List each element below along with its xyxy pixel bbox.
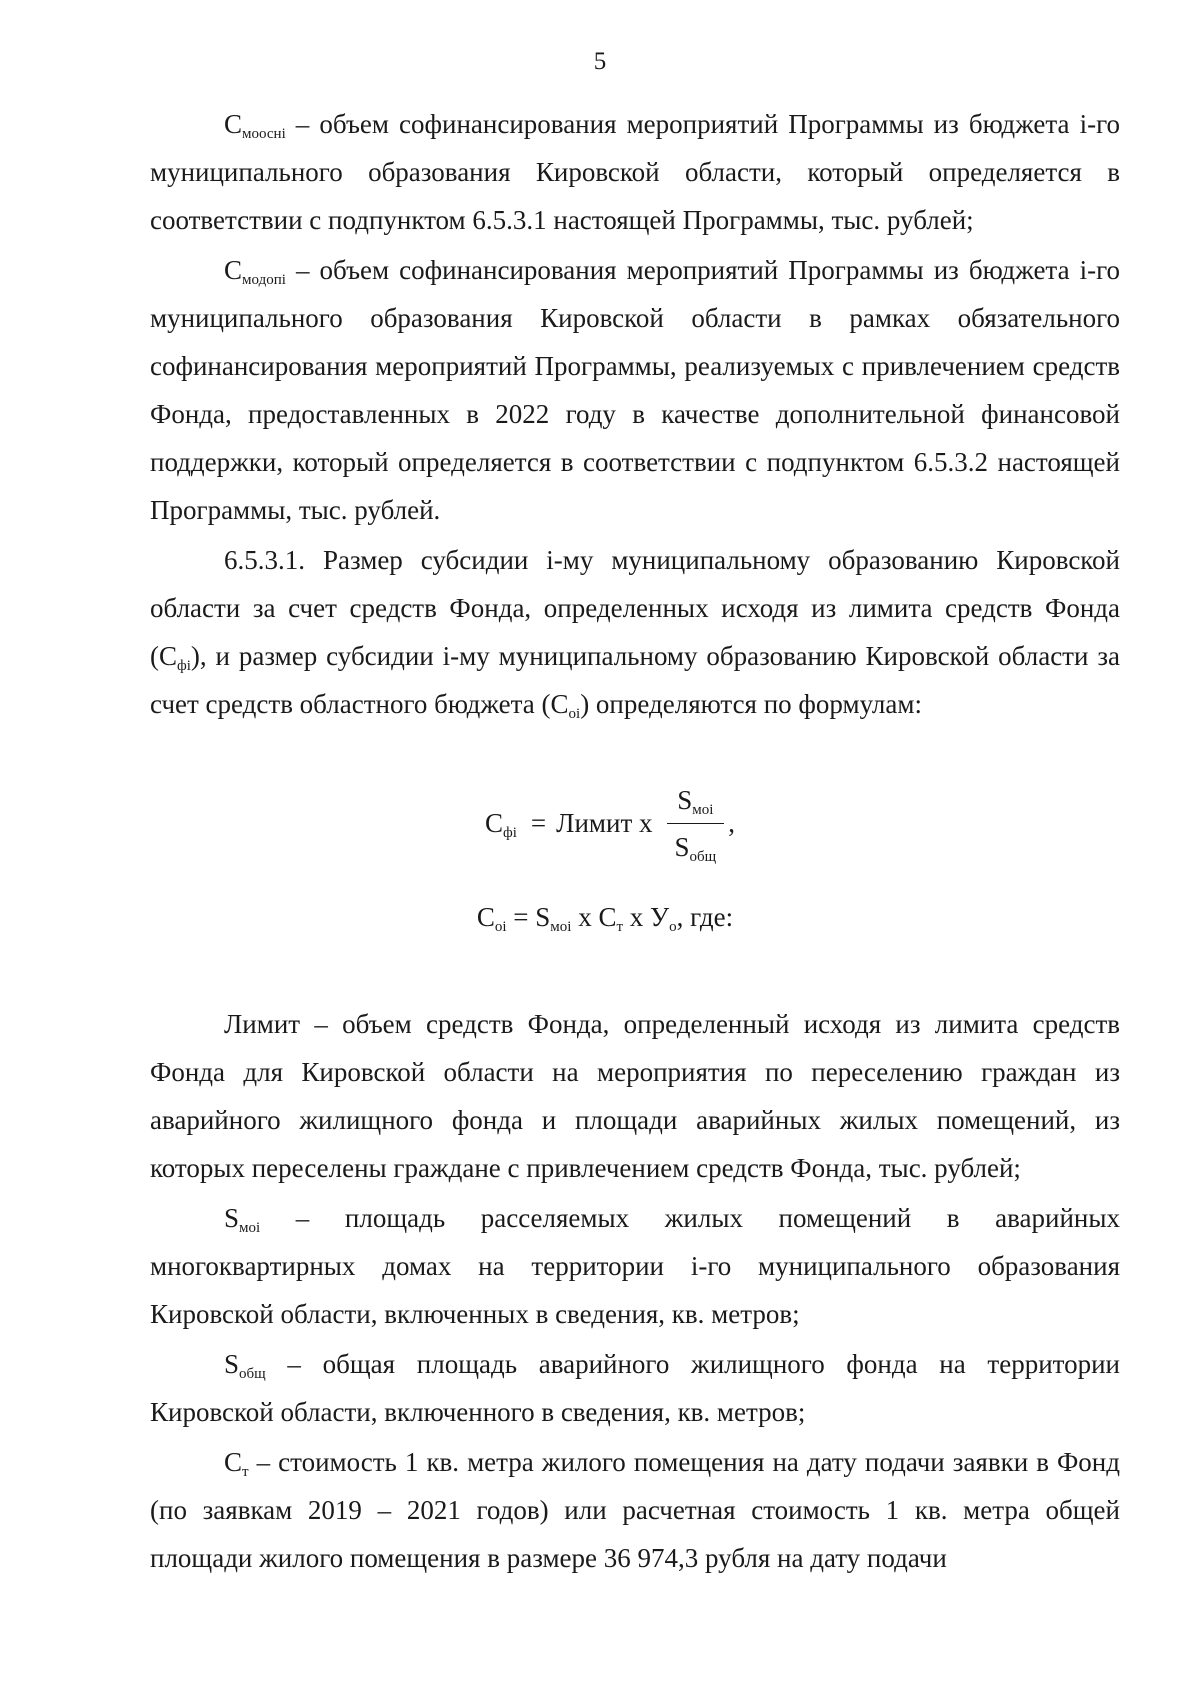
paragraph-c-t: [150, 1438, 1120, 1582]
formula-part: х С: [571, 902, 617, 932]
document-body: [150, 100, 1120, 728]
symbol-subscript: моі: [239, 1220, 261, 1236]
denominator-symbol: S: [674, 832, 690, 862]
formula-lhs: [485, 808, 517, 839]
formula-subscript: т: [616, 919, 624, 935]
paragraph-s-moi: [150, 1194, 1120, 1338]
paragraph-text: – общая площадь аварийного жилищного фонда на территории Кировской области, включенного в сведения, кв. метров;: [150, 1349, 1120, 1427]
symbol-subscript: оі: [568, 706, 581, 722]
paragraph-text: – объем софинансирования мероприятий Программы из бюджета і-го муниципального образования Кировской области в рамках обязательного софинансирования мероприятий Программы, реализуемых с привлечением средств Фонда, предоставленных в 2022 году в качестве дополнительной финансовой поддержки, который определяется в соответствии с подпунктом 6.5.3.2 настоящей Программы, тыс. рублей.: [150, 255, 1120, 525]
formula-part: = S: [506, 902, 551, 932]
formula-c-oi: [10, 902, 1200, 933]
paragraph-text: Лимит – объем средств Фонда, определенный исходя из лимита средств Фонда для Кировской области на мероприятия по переселению граждан из аварийного жилищного фонда и площади аварийных жилых помещений, из которых переселены граждане с привлечением средств Фонда, тыс. рублей;: [150, 1009, 1120, 1183]
numerator-subscript: моі: [692, 802, 714, 818]
definitions-body: [150, 1000, 1120, 1582]
paragraph-c-moosn: [150, 100, 1120, 244]
formulas: [0, 785, 1200, 933]
formula-part: х У: [623, 902, 670, 932]
paragraph-text: 6.5.3.1. Размер субсидии і-му муниципальному образованию Кировской области за счет средств Фонда, определенных исходя из лимита средств Фонда (С: [150, 545, 1120, 671]
formula-comma: ,: [728, 808, 735, 838]
paragraph-6-5-3-1: [150, 536, 1120, 728]
lhs-subscript: фі: [503, 825, 517, 841]
denominator-subscript: общ: [689, 849, 717, 865]
paragraph-text: ) определяются по формулам:: [580, 689, 922, 719]
symbol-subscript: т: [242, 1464, 249, 1480]
equals-sign: =: [530, 808, 547, 838]
formula-c-fi: [20, 785, 1200, 865]
limit-term: Лимит х: [556, 808, 653, 838]
symbol-subscript: общ: [239, 1366, 266, 1382]
paragraph-text: – площадь расселяемых жилых помещений в аварийных многоквартирных домах на территории і-го муниципального образования Кировской области, включенных в сведения, кв. метров;: [150, 1203, 1120, 1329]
paragraph-s-obshch: [150, 1340, 1120, 1436]
paragraph-text: – объем софинансирования мероприятий Программы из бюджета і-го муниципального образования Кировской области, который определяется в соответствии с подпунктом 6.5.3.1 настоящей Программы, тыс. рублей;: [150, 109, 1120, 235]
lhs-symbol: С: [485, 808, 504, 838]
fraction-numerator: [669, 785, 721, 823]
symbol: S: [224, 1349, 240, 1379]
symbol: С: [224, 109, 243, 139]
paragraph-c-modop: [150, 246, 1120, 534]
page-number: 5: [593, 48, 607, 75]
symbol: S: [224, 1203, 240, 1233]
fraction: [667, 785, 725, 865]
paragraph-text: ), и размер субсидии і-му муниципальному образованию Кировской области за счет средств областного бюджета (С: [150, 641, 1120, 719]
formula-subscript: о: [669, 919, 677, 935]
paragraph-limit: [150, 1000, 1120, 1192]
formula-part: , где:: [676, 902, 734, 932]
paragraph-text: – стоимость 1 кв. метра жилого помещения на дату подачи заявки в Фонд (по заявкам 2019 – 2021 годов) или расчетная стоимость 1 кв. метра общей площади жилого помещения в размере 36 974,3 рубля на дату подачи: [150, 1447, 1120, 1573]
formula-part: С: [476, 902, 495, 932]
numerator-symbol: S: [677, 785, 693, 815]
formula-subscript: оі: [494, 919, 507, 935]
fraction-denominator: [667, 824, 725, 865]
symbol-subscript: модопі: [242, 272, 286, 288]
formula-subscript: моі: [550, 919, 572, 935]
symbol-subscript: фі: [177, 658, 191, 674]
symbol-subscript: моосні: [242, 126, 286, 142]
symbol: С: [224, 1447, 243, 1477]
symbol: С: [224, 255, 243, 285]
